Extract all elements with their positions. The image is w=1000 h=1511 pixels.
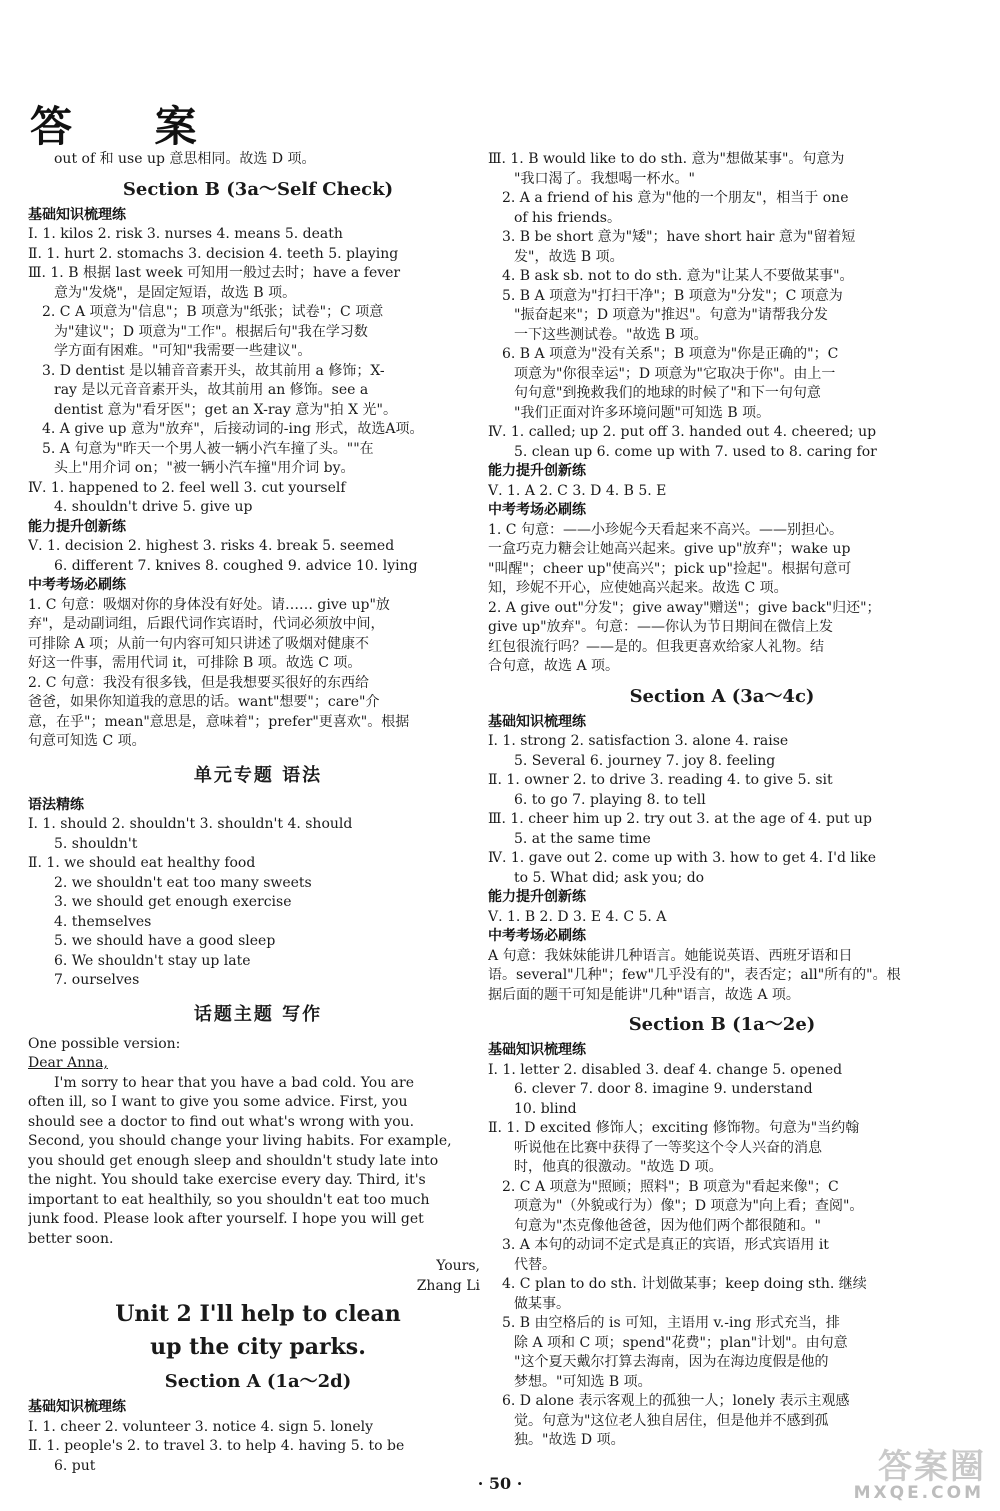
answer-line: 1. C 句意：——小珍妮今天看起来不高兴。——别担心。: [488, 521, 843, 538]
topic-heading: 单元专题 语法: [193, 764, 323, 786]
answer-line: 5. Several 6. journey 7. joy 8. feeling: [514, 752, 776, 769]
answer-line: 意为"发烧"，是固定短语，故选 B 项。: [54, 284, 297, 301]
answer-line: 3. we should get enough exercise: [54, 894, 292, 910]
answer-line: 2. A a friend of his 意为"他的一个朋友"，相当于 one: [502, 190, 849, 206]
answer-line: 代替。: [514, 1256, 556, 1273]
section-heading: Section A (3a～4c): [629, 685, 815, 707]
answer-line: 爸爸，如果你知道我的意思的话。want"想要"；care"介: [28, 694, 380, 710]
answer-line: Ⅱ. 1. D excited 修饰人；exciting 修饰物。句意为"当约翰: [488, 1120, 860, 1136]
answer-line: 6. clever 7. door 8. imagine 9. understand: [514, 1081, 813, 1097]
answer-line: Second, you should change your living habits. For example,: [28, 1133, 452, 1149]
answer-line: 10. blind: [514, 1100, 577, 1117]
answer-line: to 5. What did; ask you; do: [514, 869, 705, 886]
letter-signature: Yours,: [436, 1258, 480, 1274]
answer-line: 5. we should have a good sleep: [54, 933, 276, 949]
answer-line: Ⅱ. 1. owner 2. to drive 3. reading 4. to give 5. sit: [488, 772, 833, 788]
answer-line: 为"建议"；D 项意为"工作"。根据后句"我在学习数: [54, 323, 368, 340]
answer-line: 弃"，是动副词组，后跟代词作宾语时，代词必须放中间，: [28, 616, 385, 632]
answer-line: 句意可知选 C 项。: [28, 733, 146, 749]
subsection-label: 基础知识梳理练: [28, 1399, 126, 1415]
answer-line: 项意为"（外貌或行为）像"；D 项意为"向上看；查阅"。: [514, 1198, 864, 1214]
subsection-label: 中考考场必刷练: [488, 928, 586, 944]
answer-line: 独。"故选 D 项。: [514, 1432, 625, 1448]
section-heading: Section B (3a～Self Check): [122, 178, 394, 200]
watermark-text: 答案圈: [878, 1447, 986, 1487]
answer-line: Ⅲ. 1. B would like to do sth. 意为"想做某事"。句意为: [488, 151, 845, 167]
answer-line: 一盒巧克力糖会让她高兴起来。give up"放弃"；wake up: [488, 541, 851, 557]
answer-line: 听说他在比赛中获得了一等奖这个令人兴奋的消息: [514, 1139, 822, 1156]
answer-line: "我们正面对许多环境问题"可知选 B 项。: [514, 404, 771, 421]
answer-line: 4. shouldn't drive 5. give up: [54, 499, 253, 515]
answer-line: 7. ourselves: [54, 972, 140, 988]
answer-line: I'm sorry to hear that you have a bad cold. You are: [54, 1074, 415, 1091]
answer-line: Ⅴ. 1. decision 2. highest 3. risks 4. break 5. seemed: [28, 538, 395, 554]
answer-line: often ill, so I want to give you some advice. First, you: [28, 1094, 408, 1110]
answer-line: 5. B A 项意为"打扫干净"；B 项意为"分发"；C 项意为: [502, 287, 843, 304]
page-title: 答 案: [30, 102, 231, 151]
answer-line: Ⅳ. 1. gave out 2. come up with 3. how to get 4. I'd like: [488, 850, 877, 866]
answer-line: 一下这些测试卷。"故选 B 项。: [514, 326, 708, 343]
answer-line: "我口渴了。我想喝一杯水。": [514, 170, 695, 187]
answer-line: "叫醒"；cheer up"使高兴"；pick up"捡起"。根据句意可: [488, 560, 852, 577]
answer-line: 意，在乎"；mean"意思是，意味着"；prefer"更喜欢"。根据: [28, 713, 410, 730]
watermark-logo: [830, 1439, 990, 1503]
answer-line: 3. D dentist 是以辅音音素开头，故其前用 a 修饰；X-: [42, 362, 385, 379]
answer-line: ray 是以元音音素开头，故其前用 an 修饰。see a: [54, 382, 369, 398]
answer-line: 句句意"到挽救我们的地球的时候了"和下一句句意: [514, 385, 821, 401]
answer-line: Ⅱ. 1. hurt 2. stomachs 3. decision 4. teeth 5. playing: [28, 245, 399, 262]
answer-line: important to eat healthily, so you shouldn't eat too much: [28, 1191, 430, 1208]
answer-line: 6. different 7. knives 8. coughed 9. advice 10. lying: [54, 557, 418, 574]
answer-line: 好这一件事，需用代词 it，可排除 B 项。故选 C 项。: [28, 655, 362, 671]
answer-line: 2. we shouldn't eat too many sweets: [54, 874, 312, 891]
left-column: [28, 150, 488, 1476]
answer-line: 知，珍妮不开心，应使她高兴起来。故选 C 项。: [488, 580, 788, 596]
answer-line: One possible version:: [28, 1035, 181, 1052]
answer-line: 红包很流行吗？——是的。但我更喜欢给家人礼物。结: [488, 638, 824, 655]
answer-line: 时，他真的很激动。"故选 D 项。: [514, 1159, 723, 1175]
unit-heading: Unit 2 I'll help to clean: [115, 1301, 401, 1327]
watermark-url: MXQE.COM: [853, 1483, 984, 1503]
answer-line: Ⅰ. 1. strong 2. satisfaction 3. alone 4. raise: [488, 733, 789, 749]
subsection-label: 语法精练: [28, 796, 84, 813]
answer-line: 发"，故选 B 项。: [514, 248, 624, 265]
answer-line: 5. shouldn't: [54, 835, 138, 852]
answer-line: 3. A 本句的动词不定式是真正的宾语，形式宾语用 it: [502, 1237, 829, 1253]
answer-line: Ⅰ. 1. letter 2. disabled 3. deaf 4. change 5. opened: [488, 1061, 843, 1078]
answer-line: 觉。句意为"这位老人独自居住，但是他并不感到孤: [514, 1412, 829, 1429]
answer-line: Ⅱ. 1. we should eat healthy food: [28, 855, 256, 871]
answer-line: 除 A 项和 C 项；spend"花费"；plan"计划"。由句意: [514, 1334, 848, 1351]
answer-line: junk food. Please look after yourself. I hope you will get: [28, 1211, 424, 1227]
answer-line: 头上"用介词 on；"被一辆小汽车撞"用介词 by。: [54, 460, 355, 476]
answer-line: better soon.: [28, 1230, 114, 1247]
subsection-label: 能力提升创新练: [488, 463, 586, 479]
unit-heading: up the city parks.: [150, 1334, 366, 1360]
answer-line: Ⅲ. 1. cheer him up 2. try out 3. at the age of 4. put up: [488, 811, 872, 827]
answer-line: 2. C A 项意为"信息"；B 项意为"纸张；试卷"；C 项意: [42, 304, 384, 320]
answer-line: 3. B be short 意为"矮"；have short hair 意为"留着短: [502, 229, 856, 245]
answer-line: 4. B ask sb. not to do sth. 意为"让某人不要做某事"。: [502, 268, 854, 284]
answer-line: of his friends。: [514, 209, 621, 226]
answer-line: the night. You should take exercise every day. Third, it's: [28, 1172, 426, 1188]
answer-line: Ⅴ. 1. A 2. C 3. D 4. B 5. E: [488, 482, 667, 499]
answer-line: 梦想。"可知选 B 项。: [514, 1373, 652, 1390]
answer-line: Ⅰ. 1. should 2. shouldn't 3. shouldn't 4. should: [28, 816, 353, 832]
answer-line: 句意为"杰克像他爸爸，因为他们两个都很随和。": [514, 1217, 821, 1234]
answer-line: give up"放弃"。句意：——你认为节日期间在微信上发: [488, 619, 833, 635]
answer-line: 6. B A 项意为"没有关系"；B 项意为"你是正确的"；C: [502, 346, 839, 362]
answer-line: 6. to go 7. playing 8. to tell: [514, 791, 706, 808]
section-heading: Section B (1a～2e): [628, 1014, 816, 1035]
section-heading: Section A (1a～2d): [164, 1371, 352, 1392]
answer-line: dentist 意为"看牙医"；get an X-ray 意为"拍 X 光"。: [54, 401, 397, 418]
answer-line: Ⅴ. 1. B 2. D 3. E 4. C 5. A: [488, 908, 667, 925]
answer-line: 可排除 A 项；从前一句内容可知只讲述了吸烟对健康不: [28, 635, 370, 652]
topic-heading: 话题主题 写作: [193, 1003, 323, 1025]
answer-line: 6. D alone 表示客观上的孤独一人；lonely 表示主观感: [502, 1393, 850, 1409]
answer-line: 4. themselves: [54, 913, 152, 930]
subsection-label: 基础知识梳理练: [488, 713, 586, 730]
answer-line: 学方面有困难。"可知"我需要一些建议"。: [54, 343, 312, 359]
answer-line: 6. We shouldn't stay up late: [54, 952, 251, 969]
answer-line: should see a doctor to find out what's wrong with you.: [28, 1113, 415, 1130]
answer-line: 5. A 句意为"昨天一个男人被一辆小汽车撞了头。""在: [42, 440, 374, 457]
answer-line: 5. clean up 6. come up with 7. used to 8. caring for: [514, 443, 877, 460]
letter-signature: Zhang Li: [416, 1277, 480, 1294]
answer-line: 项意为"你很幸运"；D 项意为"它取决于你"。由上一: [514, 365, 836, 382]
answer-line: you should get enough sleep and shouldn't study late into: [28, 1152, 439, 1169]
answer-line: Ⅳ. 1. called; up 2. put off 3. handed out 4. cheered; up: [488, 424, 877, 440]
answer-line: Ⅳ. 1. happened to 2. feel well 3. cut yourself: [28, 479, 346, 496]
subsection-label: 能力提升创新练: [28, 518, 126, 535]
answer-line: 6. put: [54, 1457, 96, 1474]
answer-line: 2. C 句意：我没有很多钱，但是我想要买很好的东西给: [28, 674, 369, 691]
answer-line: 2. A give out"分发"；give away"赠送"；give back"归还"；: [488, 599, 881, 616]
answer-line: 合句意，故选 A 项。: [488, 658, 620, 674]
spacer: [28, 1249, 488, 1257]
answer-line: 4. A give up 意为"放弃"，后接动词的-ing 形式，故选A项。: [42, 421, 424, 437]
answer-line: 4. C plan to do sth. 计划做某事；keep doing sth. 继续: [502, 1276, 867, 1292]
answer-line: "这个夏天戴尔打算去海南，因为在海边度假是他的: [514, 1354, 829, 1370]
answer-line: Ⅰ. 1. cheer 2. volunteer 3. notice 4. sign 5. lonely: [28, 1418, 374, 1435]
answer-line: A 句意：我妹妹能讲几种语言。她能说英语、西班牙语和日: [488, 947, 853, 964]
answer-line: 2. C A 项意为"照顾；照料"；B 项意为"看起来像"；C: [502, 1178, 839, 1195]
letter-greeting: Dear Anna,: [28, 1055, 108, 1071]
right-column: [488, 150, 956, 1451]
answer-line: 做某事。: [514, 1295, 570, 1312]
subsection-label: 基础知识梳理练: [488, 1042, 586, 1058]
answer-line: Ⅱ. 1. people's 2. to travel 3. to help 4. having 5. to be: [28, 1438, 405, 1454]
subsection-label: 中考考场必刷练: [488, 502, 586, 518]
answer-line: 语。several"几种"；few"几乎没有的"，表否定；all"所有的"。根: [488, 967, 901, 983]
answer-line: out of 和 use up 意思相同。故选 D 项。: [54, 151, 316, 167]
subsection-label: 中考考场必刷练: [28, 577, 126, 593]
subsection-label: 能力提升创新练: [488, 889, 586, 905]
answer-line: 5. B 由空格后的 is 可知，主语用 v.-ing 形式充当，排: [502, 1315, 840, 1331]
answer-line: "振奋起来"；D 项意为"推迟"。句意为"请帮我分发: [514, 307, 828, 323]
answer-line: Ⅰ. 1. kilos 2. risk 3. nurses 4. means 5. death: [28, 226, 343, 242]
answer-line: 据后面的题干可知是能讲"几种"语言，故选 A 项。: [488, 986, 800, 1003]
answer-line: 5. at the same time: [514, 830, 651, 847]
answer-line: Ⅲ. 1. B 根据 last week 可知用一般过去时；have a fever: [28, 265, 401, 281]
page-number: · 50 ·: [477, 1474, 523, 1493]
subsection-label: 基础知识梳理练: [28, 206, 126, 223]
answer-line: 1. C 句意：吸烟对你的身体没有好处。请…… give up"放: [28, 596, 390, 613]
